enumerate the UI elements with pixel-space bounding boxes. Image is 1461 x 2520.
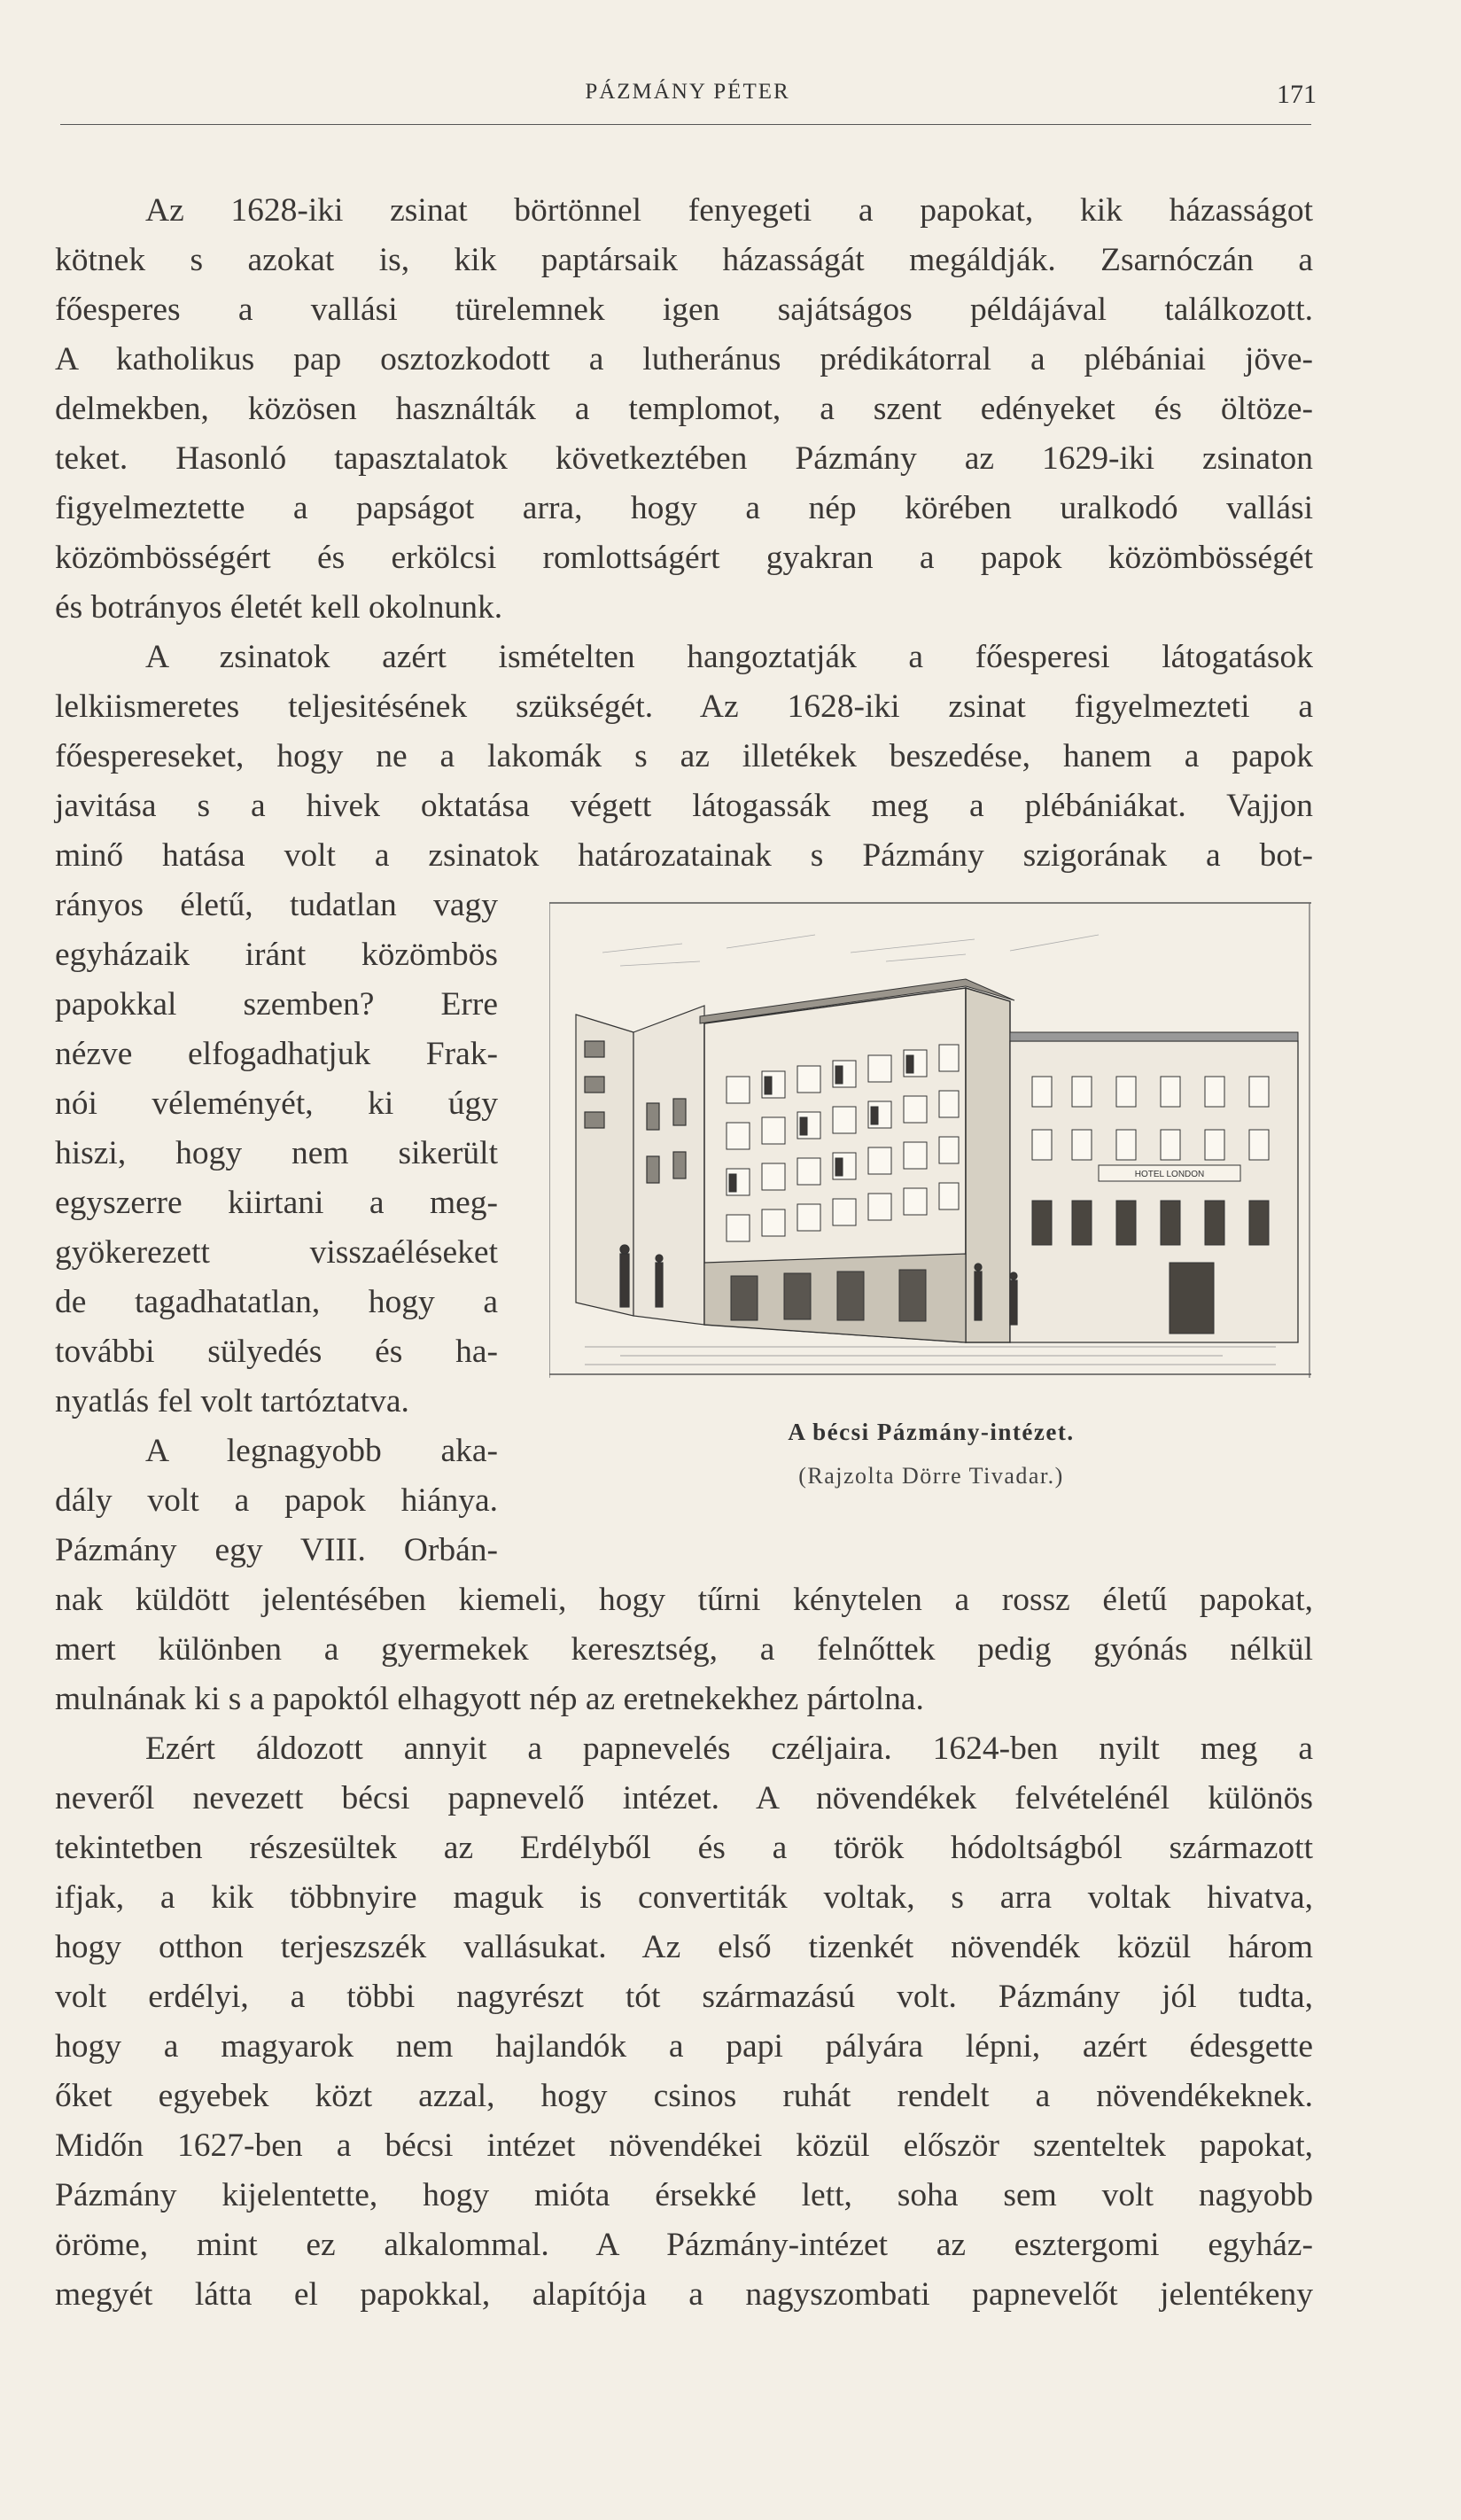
text-line: nyatlás fel volt tartóztatva. [55,1383,409,1419]
figure [549,891,1313,1489]
text-line: gyökerezett visszaéléseket [55,1234,498,1271]
text-line: tekintetben részesültek az Erdélyből és a török hódoltságból származott [55,1830,1313,1866]
text-line: neveről nevezett bécsi papnevelő intézet. A növendékek felvételénél különös [55,1780,1313,1816]
text-line: figyelmeztette a papságot arra, hogy a nép körében uralkodó vallási [55,490,1313,526]
text-line: Pázmány kijelentette, hogy mióta érsekké lett, soha sem volt nagyobb [55,2177,1313,2213]
hotel-sign: HOTEL LONDON [1134,1170,1205,1179]
text-line: hogy a magyarok nem hajlandók a papi pályára lépni, azért édesgette [55,2028,1313,2065]
text-line: nak küldött jelentésében kiemeli, hogy tűrni kénytelen a rossz életű papokat, [55,1582,1313,1618]
running-head: PÁZMÁNY PÉTER [585,80,790,104]
text-line: ifjak, a kik többnyire maguk is convertiták voltak, s arra voltak hivatva, [55,1879,1313,1916]
text-line: rányos életű, tudatlan vagy [55,887,498,923]
text-line: dály volt a papok hiánya. [55,1482,498,1519]
text-line: A katholikus pap osztozkodott a lutheránus prédikátorral a plébániai jöve- [55,341,1313,377]
text-line: Az 1628-iki zsinat börtönnel fenyegeti a papokat, kik házasságot [145,192,1313,229]
text-line: egyszerre kiirtani a meg- [55,1185,498,1221]
text-line: öröme, mint ez alkalommal. A Pázmány-intézet az esztergomi egyház- [55,2227,1313,2263]
text-line: nói véleményét, ki úgy [55,1085,498,1122]
figure-caption-credit: (Rajzolta Dörre Tivadar.) [798,1463,1064,1489]
header-rule [60,124,1311,125]
text-line: kötnek s azokat is, kik paptársaik házasságát megáldják. Zsarnóczán a [55,242,1313,278]
text-line: hogy otthon terjeszszék vallásukat. Az első tizenkét növendék közül három [55,1929,1313,1965]
text-line: további sülyedés és ha- [55,1334,498,1370]
page-header [58,80,1317,122]
text-line: minő hatása volt a zsinatok határozatainak s Pázmány szigorának a bot- [55,837,1313,874]
building-illustration [549,899,1311,1378]
text-line: közömbösségért és erkölcsi romlottságért gyakran a papok közömbösségét [55,540,1313,576]
text-line: hiszi, hogy nem sikerült [55,1135,498,1171]
figure-caption-title: A bécsi Pázmány-intézet. [788,1419,1075,1445]
text-line: Pázmány egy VIII. Orbán- [55,1532,498,1568]
text-line: mert különben a gyermekek keresztség, a felnőttek pedig gyónás nélkül [55,1631,1313,1668]
text-line: de tagadhatatlan, hogy a [55,1284,498,1320]
text-line: főesperes a vallási türelemnek igen sajátságos példájával találkozott. [55,292,1313,328]
text-line: megyét látta el papokkal, alapítója a nagyszombati papnevelőt jelentékeny [55,2276,1313,2313]
text-line: nézve elfogadhatjuk Frak- [55,1036,498,1072]
text-line: mulnának ki s a papoktól elhagyott nép az eretnekekhez pártolna. [55,1681,924,1717]
text-line: A legnagyobb aka- [145,1433,498,1469]
text-line: volt erdélyi, a többi nagyrészt tót származású volt. Pázmány jól tudta, [55,1979,1313,2015]
text-line: teket. Hasonló tapasztalatok következtében Pázmány az 1629-iki zsinaton [55,440,1313,477]
text-line: lelkiismeretes teljesitésének szükségét. Az 1628-iki zsinat figyelmezteti a [55,688,1313,725]
text-line: és botrányos életét kell okolnunk. [55,589,503,626]
text-line: őket egyebek közt azzal, hogy csinos ruhát rendelt a növendékeknek. [55,2078,1313,2114]
text-line: Midőn 1627-ben a bécsi intézet növendékei közül először szenteltek papokat, [55,2127,1313,2164]
text-line: A zsinatok azért ismételten hangoztatják a főesperesi látogatások [145,639,1313,675]
text-line: delmekben, közösen használták a templomot, a szent edényeket és öltöze- [55,391,1313,427]
text-line: főespereseket, hogy ne a lakomák s az illetékek beszedése, hanem a papok [55,738,1313,774]
text-line: egyházaik iránt közömbös [55,937,498,973]
text-line: papokkal szemben? Erre [55,986,498,1023]
text-line: javitása s a hivek oktatása végett látogassák meg a plébániákat. Vajjon [55,788,1313,824]
text-line: Ezért áldozott annyit a papnevelés czéljaira. 1624-ben nyilt meg a [145,1731,1313,1767]
page-number: 171 [1277,80,1317,109]
